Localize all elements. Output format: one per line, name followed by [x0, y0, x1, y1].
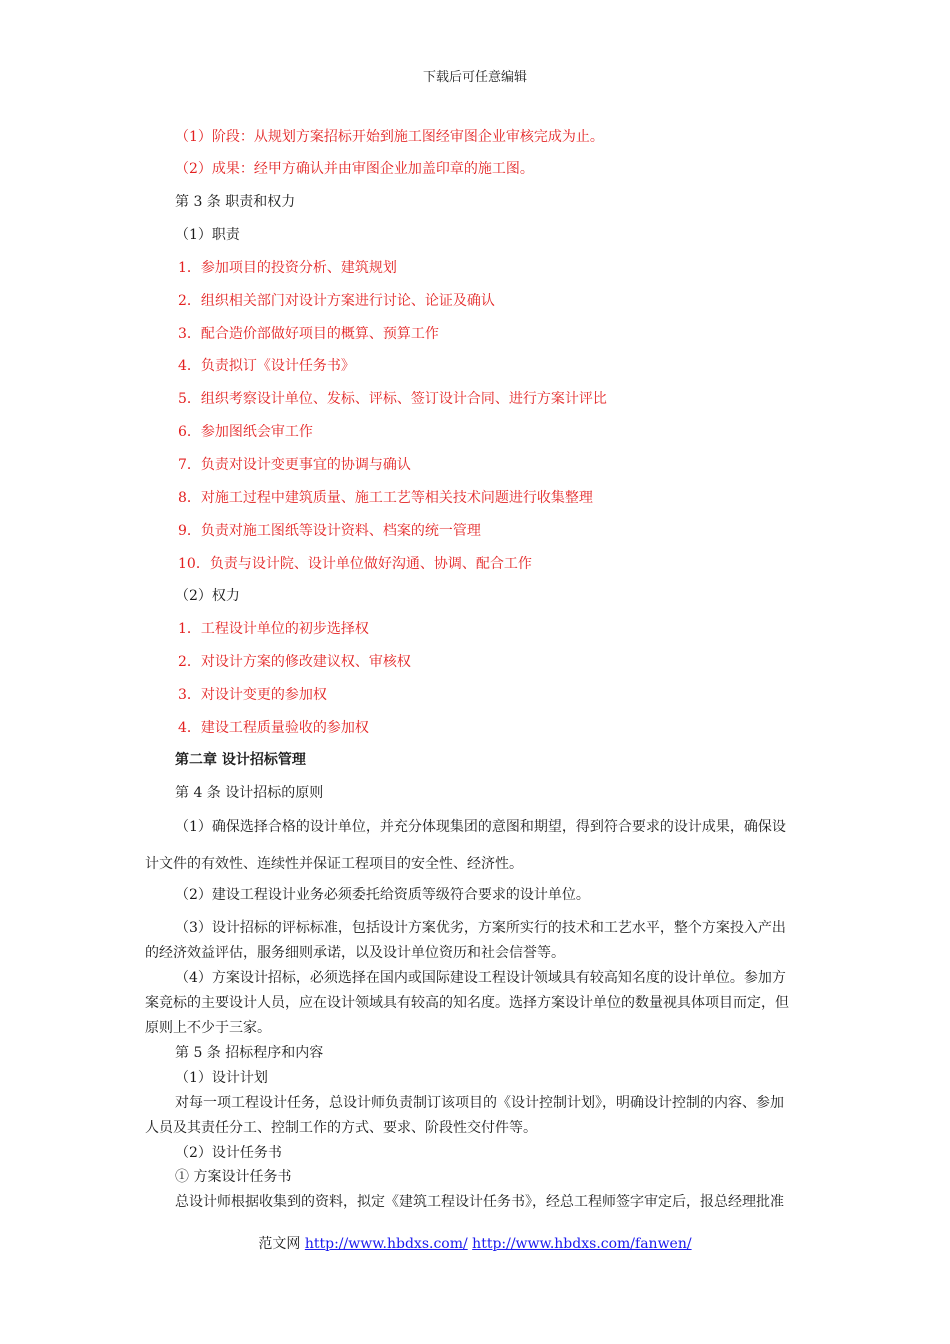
text-line: （2）设计任务书	[175, 1145, 282, 1161]
paragraph-line: （3）设计招标的评标标准，包括设计方案优劣，方案所实行的技术和工艺水平，整个方案投入产出	[175, 920, 786, 936]
list-item: 1．参加项目的投资分析、建筑规划	[178, 260, 397, 276]
article-heading: 第 4 条 设计招标的原则	[175, 785, 324, 801]
paragraph-line: 案竞标的主要设计人员，应在设计领域具有较高的知名度。选择方案设计单位的数量视具体项目而定，但	[145, 995, 789, 1011]
footer-link-home[interactable]: http://www.hbdxs.com/	[304, 1236, 468, 1252]
paragraph-line: 的经济效益评估，服务细则承诺，以及设计单位资历和社会信誉等。	[145, 945, 565, 961]
text-line: （1）职责	[175, 227, 240, 243]
paragraph-line: 原则上不少于三家。	[145, 1020, 271, 1036]
text-line: （1）阶段：从规划方案招标开始到施工图经审图企业审核完成为止。	[175, 129, 604, 145]
list-item: 9．负责对施工图纸等设计资料、档案的统一管理	[178, 523, 481, 539]
paragraph-line: 对每一项工程设计任务，总设计师负责制订该项目的《设计控制计划》，明确设计控制的内容、参加	[175, 1095, 784, 1111]
footer-prefix: 范文网	[258, 1236, 305, 1252]
list-item: 8．对施工过程中建筑质量、施工工艺等相关技术问题进行收集整理	[178, 490, 593, 506]
list-item: 3．对设计变更的参加权	[178, 687, 327, 703]
list-item: 4．建设工程质量验收的参加权	[178, 720, 369, 736]
footer-link-fanwen[interactable]: http://www.hbdxs.com/fanwen/	[472, 1236, 692, 1252]
paragraph-line: （2）建设工程设计业务必须委托给资质等级符合要求的设计单位。	[175, 887, 590, 903]
article-heading: 第 5 条 招标程序和内容	[175, 1045, 324, 1061]
paragraph-line: 人员及其责任分工、控制工作的方式、要求、阶段性交付件等。	[145, 1120, 537, 1136]
paragraph-line: （1）确保选择合格的设计单位，并充分体现集团的意图和期望，得到符合要求的设计成果，确保设	[175, 819, 786, 835]
list-item: 7．负责对设计变更事宜的协调与确认	[178, 457, 411, 473]
text-line: （2）成果：经甲方确认并由审图企业加盖印章的施工图。	[175, 161, 534, 177]
chapter-heading: 第二章 设计招标管理	[175, 752, 306, 768]
list-item: 10．负责与设计院、设计单位做好沟通、协调、配合工作	[178, 556, 532, 572]
list-item: 5．组织考察设计单位、发标、评标、签订设计合同、进行方案计评比	[178, 391, 607, 407]
page-footer	[0, 1233, 950, 1253]
list-item: 2．组织相关部门对设计方案进行讨论、论证及确认	[178, 293, 495, 309]
list-item: 3．配合造价部做好项目的概算、预算工作	[178, 326, 439, 342]
text-line: （2）权力	[175, 588, 240, 604]
article-heading: 第 3 条 职责和权力	[175, 194, 296, 210]
list-item: 1．工程设计单位的初步选择权	[178, 621, 369, 637]
list-item: 6．参加图纸会审工作	[178, 424, 313, 440]
paragraph-line: 计文件的有效性、连续性并保证工程项目的安全性、经济性。	[145, 856, 523, 872]
text-line: （1）设计计划	[175, 1070, 268, 1086]
text-line: ① 方案设计任务书	[175, 1169, 292, 1185]
list-item: 2．对设计方案的修改建议权、审核权	[178, 654, 411, 670]
list-item: 4．负责拟订《设计任务书》	[178, 358, 355, 374]
paragraph-line: （4）方案设计招标，必须选择在国内或国际建设工程设计领域具有较高知名度的设计单位。参加方	[175, 970, 786, 986]
page-header: 下载后可任意编辑	[422, 70, 527, 85]
paragraph-line: 总设计师根据收集到的资料，拟定《建筑工程设计任务书》，经总工程师签字审定后，报总经理批准	[175, 1194, 784, 1210]
